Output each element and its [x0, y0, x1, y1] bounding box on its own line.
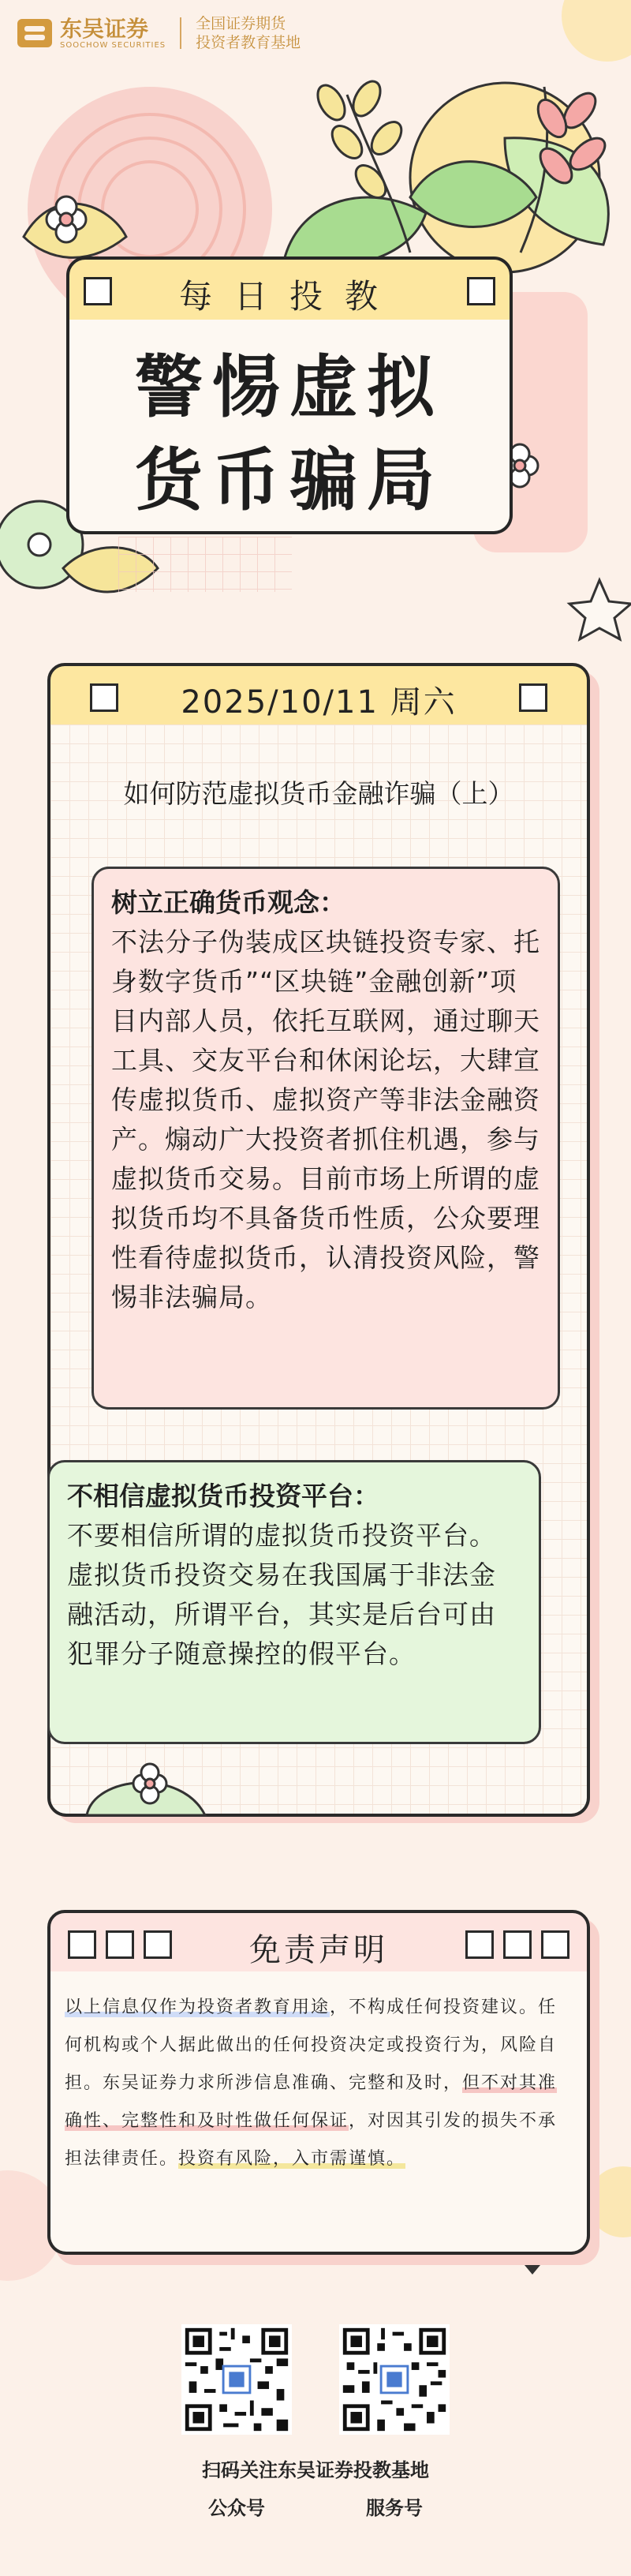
disclaimer-segment: 投资有风险，入市需谨慎。	[178, 2149, 406, 2169]
hero-banner	[66, 256, 513, 328]
qr-code-service-account[interactable]	[339, 2324, 450, 2435]
checkbox-icon	[465, 1930, 494, 1959]
hero-title-line2: 货币骗局	[135, 441, 444, 520]
section-body: 不要相信所谓的虚拟货币投资平台。虚拟货币投资交易在我国属于非法金融活动，所谓平台，其实是后台可由犯罪分子随意操控的假平台。	[67, 1520, 496, 1669]
qr-label-official-account: 公众号	[208, 2496, 265, 2519]
section-heading: 不相信虚拟货币投资平台：	[67, 1481, 379, 1511]
disclaimer-card	[47, 1971, 590, 2255]
disclaimer-title: 免责声明	[249, 1932, 388, 1968]
section-heading: 树立正确货币观念：	[111, 887, 345, 918]
section-box-platform	[47, 1460, 541, 1744]
date-tab	[47, 663, 590, 731]
hero-title-line1: 警惕虚拟	[135, 348, 444, 427]
section-body: 不法分子伪装成区块链投资专家、托身数字货币”“区块链”金融创新”项目内部人员，依托互联网，通过聊天工具、交友平台和休闲论坛，大肆宣传虚拟货币、虚拟资产等非法金融资产。煽动广大投资者抓住机遇，参与虚拟货币交易。目前市场上所谓的虚拟货币均不具备货币性质，公众要理性看待虚拟货币，认清投资风险，警惕非法骗局。	[111, 927, 540, 1312]
checkbox-icon	[519, 683, 547, 712]
checkbox-icon	[541, 1930, 569, 1959]
checkbox-icon	[467, 277, 495, 305]
section-box-concept	[91, 867, 560, 1410]
article-subtitle: 如何防范虚拟货币金融诈骗（上）	[123, 778, 514, 809]
disclaimer-segment: 但不对其准确性、完整性和及时性做任何保证	[65, 2073, 558, 2131]
logo-cn: 东吴证券	[60, 15, 149, 42]
logo-subtitle-line1: 全国证券期货	[196, 15, 286, 32]
bottom-flower-decoration	[79, 1760, 221, 1823]
disclaimer-text	[65, 1989, 576, 2178]
disclaimer-segment: ，不构成任何投资建议。任何机构或个人据此做出的任何投资决定或投资行为，风险自担。东吴证券力求所涉信息准确、完整和及时，	[65, 1998, 558, 2093]
hero-title-card	[66, 320, 513, 534]
checkbox-icon	[503, 1930, 532, 1959]
hero-banner-text: 每日投教	[178, 277, 400, 316]
disclaimer-tab	[47, 1910, 590, 1978]
date-text: 2025/10/11 周六	[181, 684, 457, 721]
logo-subtitle-line2: 投资者教育基地	[196, 34, 301, 51]
logo-en: SOOCHOW SECURITIES	[60, 40, 166, 50]
qr-code-official-account[interactable]	[181, 2324, 292, 2435]
main-content-card	[47, 724, 590, 1817]
qr-caption: 扫码关注东吴证券投教基地	[202, 2458, 429, 2481]
qr-label-service-account: 服务号	[366, 2496, 423, 2519]
disclaimer-segment: 以上信息仅作为投资者教育用途	[65, 1998, 330, 2017]
disclaimer-segment: ，对因其引发的损失不承担法律责任。	[65, 2111, 558, 2169]
hero-grid-pattern	[118, 537, 292, 592]
